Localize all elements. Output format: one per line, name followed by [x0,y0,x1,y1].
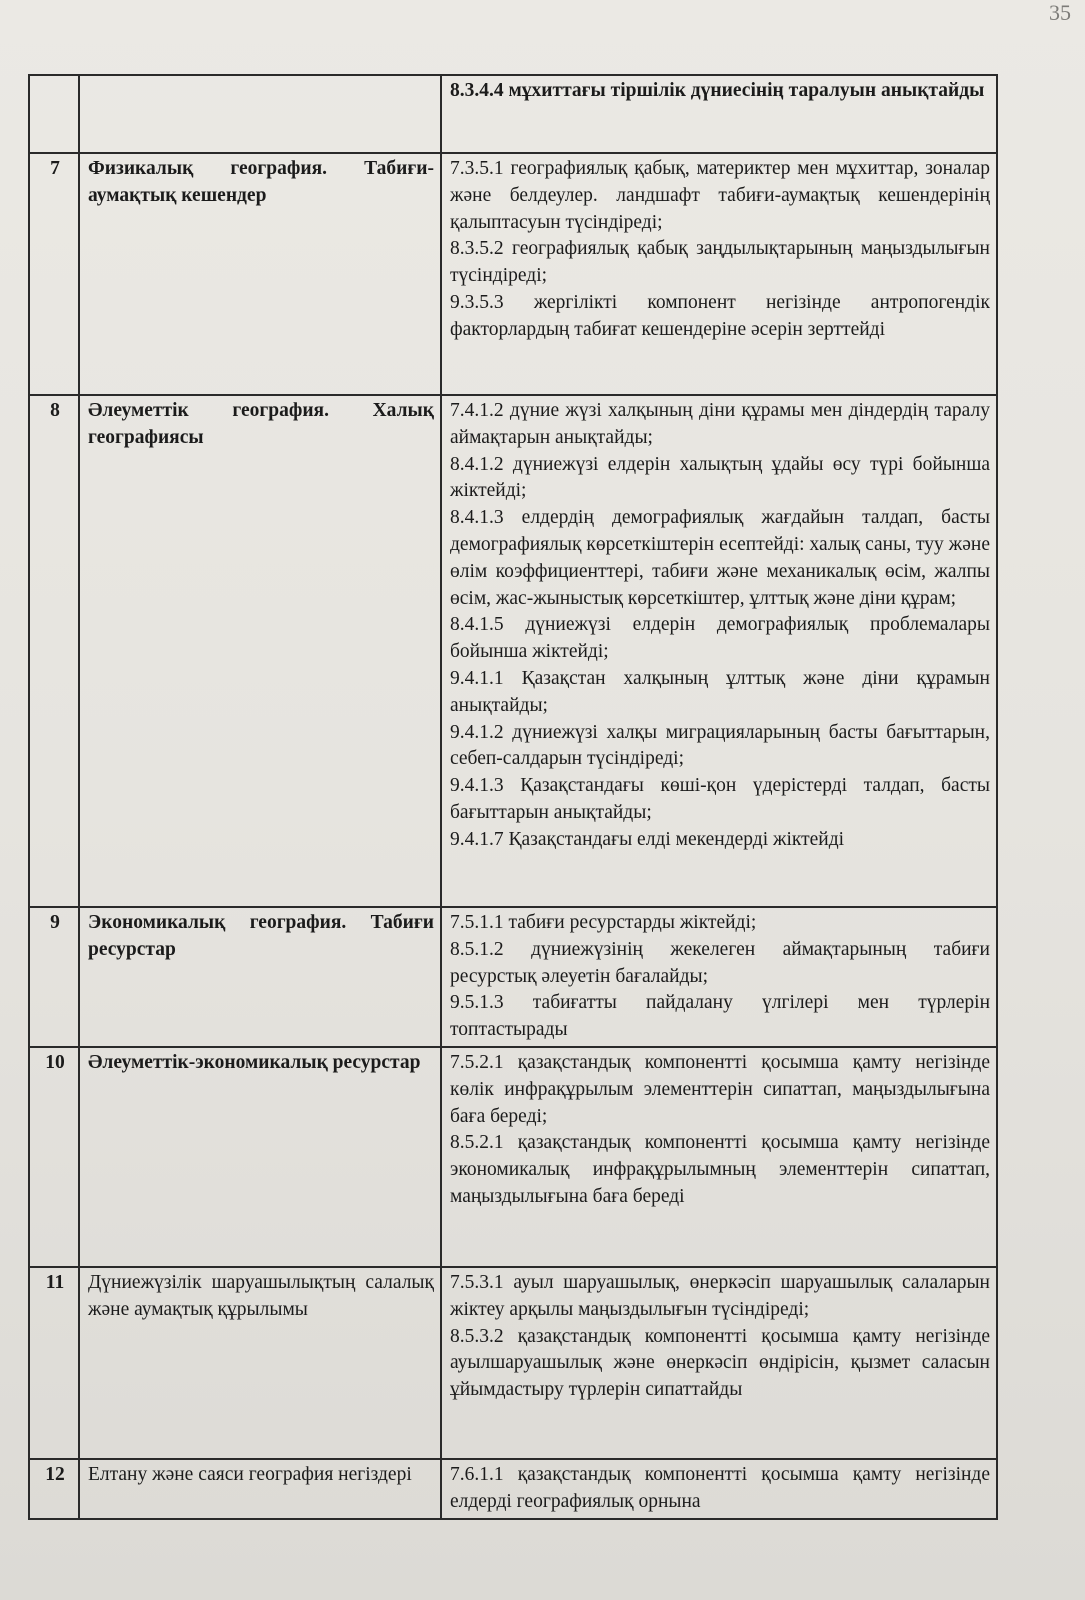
table-row [29,907,997,1047]
goal-item: 9.4.1.1 Қазақстан халқының ұлттық және діни құрамын анықтайды; [450,667,990,716]
row-topic: Дүниежүзілік шаруашылықтың салалық және аумақтық құрылымы [79,1267,441,1459]
row-topic: Физикалық география. Табиғи-аумақтық кешендер [79,153,441,395]
table-row [29,75,997,153]
goal-item: 8.5.3.2 қазақстандық компонентті қосымша қамту негізінде ауылшаруашылық және өнеркәсіп өндірісін, қызмет саласын ұйымдастыру түрлерін сипаттайды [450,1325,990,1401]
goal-item: 8.5.2.1 қазақстандық компонентті қосымша қамту негізінде экономикалық инфрақұрылымның элементтерін сипаттап, маңыздылығына баға береді [450,1132,990,1207]
row-number [29,75,79,153]
goal-item: 9.5.1.3 табиғатты пайдалану үлгілері мен түрлерін топтастырады [450,992,990,1041]
goal-item: 8.5.1.2 дүниежүзінің жекелеген аймақтарының табиғи ресурстық әлеуетін бағалайды; [450,938,990,987]
row-number: 12 [29,1459,79,1519]
goal-item: 7.4.1.2 дүние жүзі халқының діни құрамы мен діндердің таралу аймақтарын анықтайды; [450,400,990,448]
goal-item: 7.5.1.1 табиғи ресурстарды жіктейді; [450,912,757,933]
table-row [29,395,997,907]
row-goals [441,1267,997,1459]
row-topic [79,75,441,153]
row-topic: Елтану және саяси география негіздері [79,1459,441,1519]
table-row [29,1047,997,1267]
goal-item: 9.3.5.3 жергілікті компонент негізінде антропогендік факторлардың табиғат кешендеріне әсерін зерттейді [450,291,990,340]
goal-item: 7.6.1.1 қазақстандық компонентті қосымша қамту негізінде елдерді географиялық орнына [450,1464,990,1512]
goal-item: 9.4.1.7 Қазақстандағы елді мекендерді жіктейді [450,828,845,850]
row-goals [441,1459,997,1519]
row-number: 11 [29,1267,79,1459]
row-goals [441,907,997,1047]
row-number: 8 [29,395,79,907]
row-topic: Экономикалық география. Табиғи ресурстар [79,907,441,1047]
goal-item: 8.4.1.3 елдердің демографиялық жағдайын талдап, басты демографиялық көрсеткіштерін есептейді: халық саны, туу және өлім коэффициенттері, табиғи және механикалық өсім, жалпы өсім, жас-жыныстық көрсеткіштер, ұлттық және діни құрам; [450,507,990,609]
row-topic: Әлеуметтік география. Халық географиясы [79,395,441,907]
table-row [29,1459,997,1519]
table-row [29,1267,997,1459]
row-topic: Әлеуметтік-экономикалық ресурстар [79,1047,441,1267]
table-row [29,153,997,395]
goal-item: 8.4.1.2 дүниежүзі елдерін халықтың ұдайы өсу түрі бойынша жіктейді; [450,453,990,502]
page-number-mark: 35 [1049,0,1071,25]
row-number: 9 [29,907,79,1047]
goal-item: 9.4.1.3 Қазақстандағы көші-қон үдерістерді талдап, басты бағыттарын анықтайды; [450,775,990,823]
goal-item: 7.3.5.1 географиялық қабық, материктер мен мұхиттар, зоналар және белдеулер. ландшафт табиғи-аумақтық кешендерінің қалыптасуын түсіндіреді; [450,158,990,233]
goal-item: 8.3.4.4 мұхиттағы тіршілік дүниесінің таралуын анықтайды [450,80,985,101]
row-number: 10 [29,1047,79,1267]
row-number: 7 [29,153,79,395]
row-goals [441,1047,997,1267]
row-goals [441,395,997,907]
row-goals [441,153,997,395]
curriculum-table [28,74,998,1520]
goal-item: 9.4.1.2 дүниежүзі халқы миграцияларының басты бағыттарын, себеп-салдарын түсіндіреді; [450,721,990,770]
goal-item: 8.3.5.2 географиялық қабық заңдылықтарының маңыздылығын түсіндіреді; [450,238,990,287]
row-goals [441,75,997,153]
goal-item: 7.5.3.1 ауыл шаруашылық, өнеркәсіп шаруашылық салаларын жіктеу арқылы маңыздылығын түсіндіреді; [450,1272,990,1320]
goal-item: 8.4.1.5 дүниежүзі елдерін демографиялық проблемалары бойынша жіктейді; [450,614,990,663]
goal-item: 7.5.2.1 қазақстандық компонентті қосымша қамту негізінде көлік инфрақұрылым элементтерін сипаттап, маңыздылығына баға береді; [450,1052,990,1127]
